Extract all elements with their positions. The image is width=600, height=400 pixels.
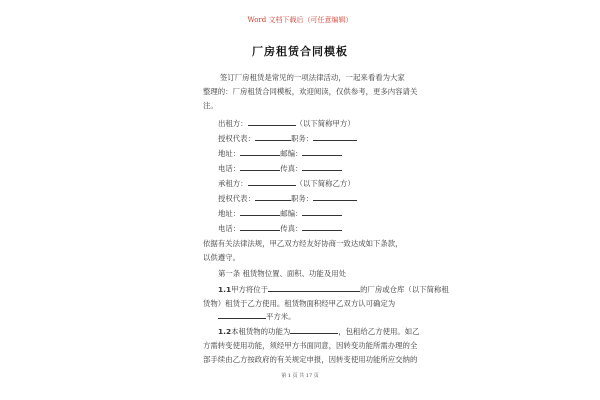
lessor-line <box>218 118 355 129</box>
clause-1-1-unit: 平方米。 <box>266 312 296 321</box>
page-title: 厂房租赁合同模板 <box>252 45 348 58</box>
clause-1-1-line-2: 赁物）租赁于乙方使用。租赁物面积经甲乙双方认可确定为 <box>203 299 396 308</box>
lessee-note: （以下简称乙方） <box>295 179 355 188</box>
clause-1-1-text-a: 甲方将位于 <box>231 285 269 294</box>
lessee-phone-line <box>218 223 342 234</box>
clause-1-2-line-3: 部手续由乙方按政府的有关规定申报，因转变使用功能所应交纳的 <box>203 355 418 364</box>
clause-1-2-text-b: ，包租给乙方使用。如乙 <box>338 327 420 336</box>
lessor-postcode-label: 邮编： <box>280 149 303 158</box>
clause-1-2-text-a: 本租赁物的功能为 <box>231 327 291 336</box>
basis-line-2: 以供遵守。 <box>203 253 240 262</box>
lessor-rep-line <box>218 133 357 144</box>
lessor-name-field[interactable] <box>248 118 296 126</box>
clause-1-2-number: 1.2 <box>218 327 232 336</box>
clause-1-1-text-b: 的厂房或仓库（以下简称租 <box>360 285 449 294</box>
lessor-phone-field[interactable] <box>240 163 280 171</box>
lessor-address-label: 地址： <box>218 149 241 158</box>
lessor-note: （以下简称甲方） <box>295 119 355 128</box>
clause-1-1-line-1 <box>218 284 449 295</box>
lessor-postcode-field[interactable] <box>302 148 342 156</box>
lessee-phone-field[interactable] <box>240 223 280 231</box>
lessee-fax-field[interactable] <box>302 223 342 231</box>
page-footer: 第 1 页 共 17 页 <box>281 373 319 379</box>
lessor-rep-label: 授权代表： <box>218 134 255 143</box>
intro-line-3: 注。 <box>203 101 218 110</box>
lessor-position-field[interactable] <box>313 133 357 141</box>
clause-1-1-location-field[interactable] <box>268 284 360 292</box>
lessor-rep-field[interactable] <box>255 133 291 141</box>
clause-1-2-line-2: 方需转变使用功能，须经甲方书面同意，因转变功能所需办理的全 <box>203 341 418 350</box>
clause-1-2-line-1 <box>218 326 420 337</box>
lessee-postcode-field[interactable] <box>302 208 342 216</box>
lessor-phone-line <box>218 163 342 174</box>
intro-line-1: 签订厂房租赁是常见的一项法律活动，一起来看看为大家 <box>220 73 405 82</box>
header-note: Word 文档下载后（可任意编辑） <box>247 16 353 24</box>
clause-1-2-function-field[interactable] <box>290 326 338 334</box>
lessee-position-label: 职务： <box>290 194 314 203</box>
clause-1-1-line-3 <box>218 311 296 322</box>
basis-line-1: 依据有关法律法规，甲乙双方经友好协商一致达成如下条款， <box>203 239 403 248</box>
lessee-address-label: 地址： <box>218 209 241 218</box>
lessor-address-field[interactable] <box>240 148 280 156</box>
lessee-rep-line <box>218 193 357 204</box>
lessor-fax-field[interactable] <box>302 163 342 171</box>
lessee-postcode-label: 邮编： <box>280 209 303 218</box>
article-1-heading: 第一条 租赁物位置、面积、功能及用处 <box>218 269 346 278</box>
lessor-phone-label: 电话： <box>218 164 241 173</box>
clause-1-1-number: 1.1 <box>218 285 232 294</box>
lessor-position-label: 职务： <box>290 134 314 143</box>
clause-1-1-area-field[interactable] <box>218 311 266 319</box>
lessor-label: 出租方： <box>218 119 248 128</box>
lessee-phone-label: 电话： <box>218 224 241 233</box>
lessee-position-field[interactable] <box>313 193 357 201</box>
lessor-fax-label: 传真： <box>280 164 303 173</box>
lessee-label: 承租方： <box>218 179 248 188</box>
lessee-line <box>218 178 355 189</box>
lessee-address-line <box>218 208 342 219</box>
lessee-address-field[interactable] <box>240 208 280 216</box>
lessor-address-line <box>218 148 342 159</box>
lessee-rep-label: 授权代表： <box>218 194 255 203</box>
lessee-rep-field[interactable] <box>255 193 291 201</box>
lessee-fax-label: 传真： <box>280 224 303 233</box>
intro-line-2: 整理的：厂房租赁合同模板，欢迎阅读，仅供参考，更多内容请关 <box>203 87 418 96</box>
lessee-name-field[interactable] <box>248 178 296 186</box>
